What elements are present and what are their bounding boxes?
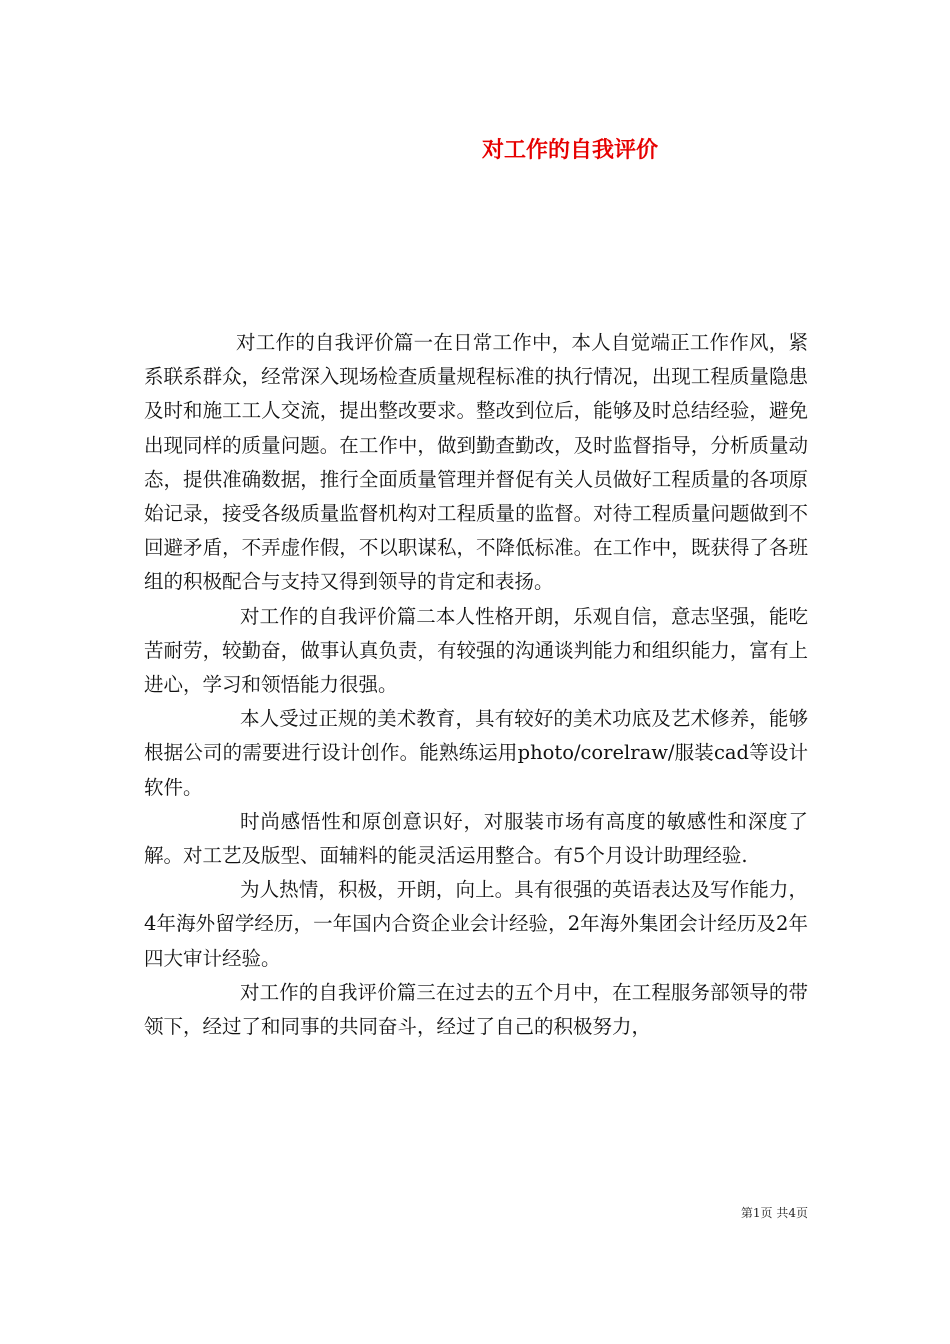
paragraph-3: 本人受过正规的美术教育，具有较好的美术功底及艺术修养，能够根据公司的需要进行设计创作。能熟练运用photo/corelraw/服装cad等设计软件。 [144, 707, 808, 799]
paragraph-6: 对工作的自我评价篇三在过去的五个月中，在工程服务部领导的带领下，经过了和同事的共同奋斗，经过了自己的积极努力， [144, 980, 808, 1039]
paragraph-4: 时尚感悟性和原创意识好，对服装市场有高度的敏感性和深度了解。对工艺及版型、面辅料的能灵活运用整合。有5个月设计助理经验. [144, 809, 808, 868]
document-title: 对工作的自我评价 [481, 137, 658, 163]
paragraph-1: 对工作的自我评价篇一在日常工作中，本人自觉端正工作作风，紧系联系群众，经常深入现场检查质量规程标准的执行情况，出现工程质量隐患及时和施工工人交流，提出整改要求。整改到位后，能够及时总结经验，避免出现同样的质量问题。在工作中，做到勤查勤改，及时监督指导，分析质量动态，提供准确数据，推行全面质量管理并督促有关人员做好工程质量的各项原始记录，接受各级质量监督机构对工程质量的监督。对待工程质量问题做到不回避矛盾，不弄虚作假，不以职谋私，不降低标准。在工作中，既获得了各班组的积极配合与支持又得到领导的肯定和表扬。 [144, 331, 808, 594]
document-body [144, 326, 808, 1044]
paragraph-2: 对工作的自我评价篇二本人性格开朗，乐观自信，意志坚强，能吃苦耐劳，较勤奋，做事认真负责，有较强的沟通谈判能力和组织能力，富有上进心，学习和领悟能力很强。 [144, 604, 808, 697]
page-number-footer: 第1页 共4页 [740, 1206, 808, 1220]
paragraph-5: 为人热情，积极，开朗，向上。具有很强的英语表达及写作能力，4年海外留学经历，一年国内合资企业会计经验，2年海外集团会计经历及2年四大审计经验。 [144, 878, 808, 970]
